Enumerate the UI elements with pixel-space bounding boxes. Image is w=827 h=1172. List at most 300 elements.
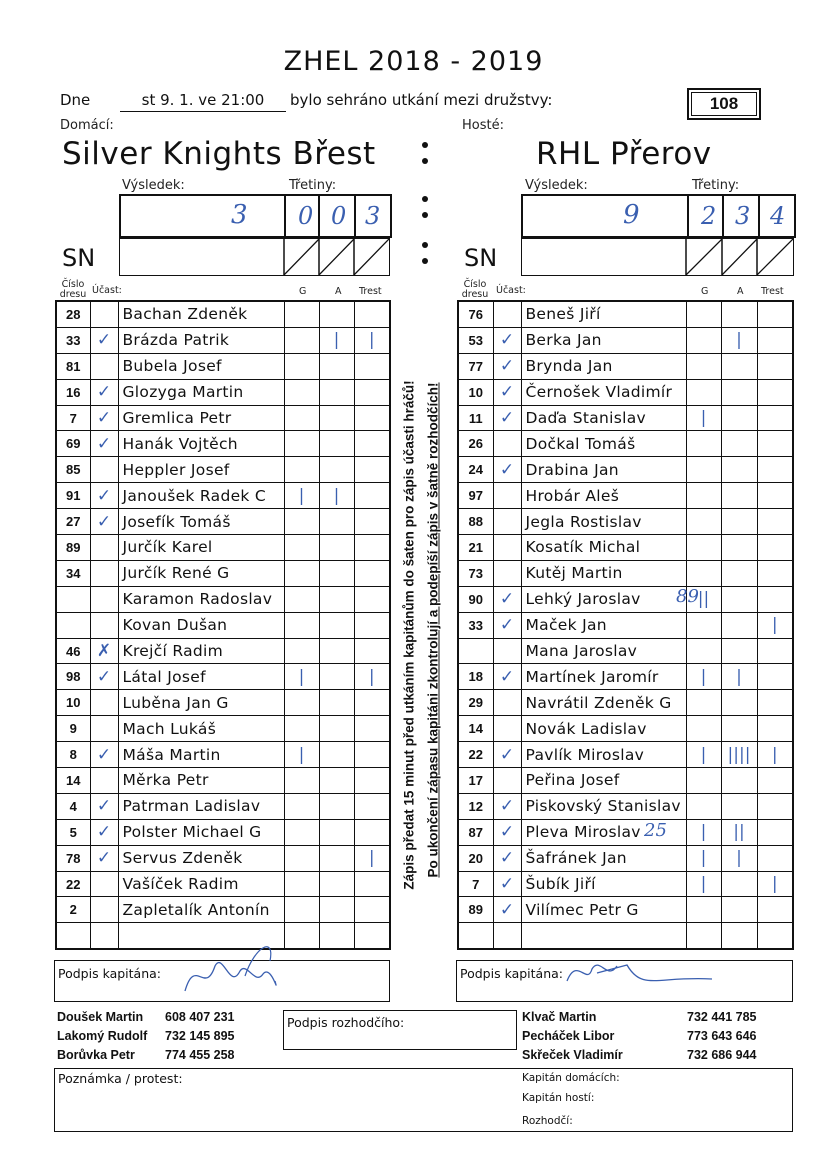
player-name[interactable]: Maček Jan: [521, 612, 686, 638]
player-assists[interactable]: [319, 845, 354, 871]
player-name[interactable]: Máša Martin: [118, 742, 284, 768]
player-assists[interactable]: [721, 768, 757, 794]
away-captain-signature-box[interactable]: [456, 960, 793, 1002]
player-presence[interactable]: ✓: [90, 664, 118, 690]
player-number[interactable]: 53: [458, 327, 493, 353]
player-number[interactable]: 33: [56, 327, 90, 353]
player-goals[interactable]: [284, 612, 319, 638]
player-assists[interactable]: [319, 768, 354, 794]
player-assists[interactable]: [319, 301, 354, 327]
player-name[interactable]: Josefík Tomáš: [118, 509, 284, 535]
player-number[interactable]: 34: [56, 560, 90, 586]
player-penalty[interactable]: [354, 509, 390, 535]
player-presence[interactable]: [493, 638, 521, 664]
player-penalty[interactable]: |: [354, 664, 390, 690]
player-goals[interactable]: |: [686, 871, 721, 897]
player-goals[interactable]: [686, 301, 721, 327]
player-assists[interactable]: |: [721, 664, 757, 690]
player-goals[interactable]: [686, 612, 721, 638]
player-name[interactable]: Brázda Patrik: [118, 327, 284, 353]
player-penalty[interactable]: [757, 664, 793, 690]
player-assists[interactable]: [721, 301, 757, 327]
player-number[interactable]: 24: [458, 457, 493, 483]
player-goals[interactable]: |: [284, 483, 319, 509]
player-penalty[interactable]: [757, 793, 793, 819]
player-presence[interactable]: [493, 560, 521, 586]
player-number[interactable]: 29: [458, 690, 493, 716]
player-number[interactable]: 10: [56, 690, 90, 716]
player-assists[interactable]: [319, 405, 354, 431]
player-goals[interactable]: |: [284, 664, 319, 690]
player-penalty[interactable]: [354, 379, 390, 405]
player-name[interactable]: Servus Zdeněk: [118, 845, 284, 871]
player-number[interactable]: 9: [56, 716, 90, 742]
player-number[interactable]: 4: [56, 793, 90, 819]
player-presence[interactable]: [493, 483, 521, 509]
player-presence[interactable]: ✓: [493, 379, 521, 405]
player-penalty[interactable]: [354, 742, 390, 768]
player-goals[interactable]: [284, 560, 319, 586]
player-goals[interactable]: [284, 535, 319, 561]
player-goals[interactable]: [686, 923, 721, 949]
player-penalty[interactable]: [757, 560, 793, 586]
player-presence[interactable]: [493, 923, 521, 949]
player-goals[interactable]: [284, 509, 319, 535]
player-goals[interactable]: |: [284, 742, 319, 768]
player-number[interactable]: 12: [458, 793, 493, 819]
player-assists[interactable]: [721, 871, 757, 897]
player-name[interactable]: Polster Michael G: [118, 819, 284, 845]
player-number[interactable]: 21: [458, 535, 493, 561]
player-presence[interactable]: [90, 716, 118, 742]
player-presence[interactable]: [90, 560, 118, 586]
player-presence[interactable]: [90, 457, 118, 483]
player-name[interactable]: Kutěj Martin: [521, 560, 686, 586]
player-presence[interactable]: [493, 768, 521, 794]
player-name[interactable]: Kovan Dušan: [118, 612, 284, 638]
player-goals[interactable]: |: [686, 664, 721, 690]
player-number[interactable]: 16: [56, 379, 90, 405]
player-presence[interactable]: ✓: [493, 845, 521, 871]
player-name[interactable]: Hrobár Aleš: [521, 483, 686, 509]
player-presence[interactable]: ✓: [493, 793, 521, 819]
player-presence[interactable]: ✓: [493, 871, 521, 897]
player-goals[interactable]: |: [686, 845, 721, 871]
player-number[interactable]: 20: [458, 845, 493, 871]
player-assists[interactable]: [319, 742, 354, 768]
player-number[interactable]: 69: [56, 431, 90, 457]
player-penalty[interactable]: [757, 768, 793, 794]
player-presence[interactable]: [493, 509, 521, 535]
player-penalty[interactable]: |: [757, 612, 793, 638]
player-goals[interactable]: [284, 405, 319, 431]
player-presence[interactable]: [493, 535, 521, 561]
player-name[interactable]: Jurčík Karel: [118, 535, 284, 561]
player-assists[interactable]: |: [721, 845, 757, 871]
player-penalty[interactable]: [757, 819, 793, 845]
player-number[interactable]: 22: [458, 742, 493, 768]
player-penalty[interactable]: [757, 379, 793, 405]
player-name[interactable]: Zapletalík Antonín: [118, 897, 284, 923]
player-penalty[interactable]: [757, 301, 793, 327]
player-presence[interactable]: [90, 923, 118, 949]
player-goals[interactable]: [686, 690, 721, 716]
player-presence[interactable]: ✓: [90, 327, 118, 353]
player-number[interactable]: [458, 638, 493, 664]
player-penalty[interactable]: [354, 638, 390, 664]
player-assists[interactable]: [721, 509, 757, 535]
player-assists[interactable]: |: [721, 327, 757, 353]
player-penalty[interactable]: [354, 457, 390, 483]
player-penalty[interactable]: [757, 327, 793, 353]
player-number[interactable]: 76: [458, 301, 493, 327]
player-penalty[interactable]: [354, 793, 390, 819]
player-name[interactable]: Lehký Jaroslav: [521, 586, 686, 612]
player-presence[interactable]: ✗: [90, 638, 118, 664]
player-goals[interactable]: [284, 638, 319, 664]
player-number[interactable]: 27: [56, 509, 90, 535]
player-presence[interactable]: ✓: [90, 431, 118, 457]
player-number[interactable]: 22: [56, 871, 90, 897]
player-assists[interactable]: [721, 586, 757, 612]
player-assists[interactable]: [319, 535, 354, 561]
player-assists[interactable]: ||||: [721, 742, 757, 768]
player-name[interactable]: Martínek Jaromír: [521, 664, 686, 690]
player-assists[interactable]: [319, 612, 354, 638]
player-penalty[interactable]: [354, 716, 390, 742]
player-name[interactable]: Dočkal Tomáš: [521, 431, 686, 457]
player-name[interactable]: [521, 923, 686, 949]
player-name[interactable]: Bubela Josef: [118, 353, 284, 379]
player-presence[interactable]: ✓: [90, 379, 118, 405]
player-name[interactable]: Šafránek Jan: [521, 845, 686, 871]
player-goals[interactable]: [686, 560, 721, 586]
player-assists[interactable]: [721, 612, 757, 638]
player-number[interactable]: 33: [458, 612, 493, 638]
player-presence[interactable]: ✓: [493, 612, 521, 638]
player-goals[interactable]: [686, 638, 721, 664]
player-assists[interactable]: [721, 793, 757, 819]
player-goals[interactable]: [686, 509, 721, 535]
player-name[interactable]: Jegla Rostislav: [521, 509, 686, 535]
player-name[interactable]: Černošek Vladimír: [521, 379, 686, 405]
player-penalty[interactable]: [757, 405, 793, 431]
player-name[interactable]: Navrátil Zdeněk G: [521, 690, 686, 716]
player-assists[interactable]: |: [319, 327, 354, 353]
player-number[interactable]: 17: [458, 768, 493, 794]
player-penalty[interactable]: [757, 431, 793, 457]
player-goals[interactable]: [284, 897, 319, 923]
player-goals[interactable]: |: [686, 742, 721, 768]
player-number[interactable]: 73: [458, 560, 493, 586]
player-name[interactable]: Látal Josef: [118, 664, 284, 690]
player-name[interactable]: Peřina Josef: [521, 768, 686, 794]
player-penalty[interactable]: [354, 586, 390, 612]
player-name[interactable]: Kosatík Michal: [521, 535, 686, 561]
player-assists[interactable]: [721, 457, 757, 483]
referee-signature-box[interactable]: [283, 1010, 517, 1050]
player-number[interactable]: 89: [458, 897, 493, 923]
player-penalty[interactable]: [757, 353, 793, 379]
player-number[interactable]: 85: [56, 457, 90, 483]
player-presence[interactable]: [90, 871, 118, 897]
player-presence[interactable]: ✓: [493, 327, 521, 353]
player-penalty[interactable]: [757, 638, 793, 664]
note-protest-box[interactable]: [54, 1068, 793, 1132]
player-assists[interactable]: [319, 793, 354, 819]
player-presence[interactable]: ✓: [90, 742, 118, 768]
player-name[interactable]: Bachan Zdeněk: [118, 301, 284, 327]
player-presence[interactable]: ✓: [493, 819, 521, 845]
player-penalty[interactable]: [354, 301, 390, 327]
player-assists[interactable]: [721, 405, 757, 431]
player-number[interactable]: 98: [56, 664, 90, 690]
player-penalty[interactable]: [757, 923, 793, 949]
player-penalty[interactable]: [354, 405, 390, 431]
player-goals[interactable]: [686, 793, 721, 819]
player-presence[interactable]: [90, 612, 118, 638]
player-name[interactable]: Krejčí Radim: [118, 638, 284, 664]
player-penalty[interactable]: [757, 509, 793, 535]
player-name[interactable]: Pleva Miroslav: [521, 819, 686, 845]
player-assists[interactable]: [319, 586, 354, 612]
player-number[interactable]: 81: [56, 353, 90, 379]
player-number[interactable]: 28: [56, 301, 90, 327]
player-name[interactable]: Šubík Jiří: [521, 871, 686, 897]
player-goals[interactable]: [686, 897, 721, 923]
player-goals[interactable]: [686, 353, 721, 379]
player-penalty[interactable]: [757, 716, 793, 742]
player-presence[interactable]: ✓: [493, 405, 521, 431]
player-goals[interactable]: [686, 535, 721, 561]
player-goals[interactable]: [284, 431, 319, 457]
player-goals[interactable]: [284, 457, 319, 483]
player-number[interactable]: 10: [458, 379, 493, 405]
player-goals[interactable]: [284, 690, 319, 716]
player-penalty[interactable]: [354, 768, 390, 794]
player-penalty[interactable]: [354, 560, 390, 586]
player-penalty[interactable]: [354, 612, 390, 638]
player-goals[interactable]: [686, 431, 721, 457]
player-assists[interactable]: [319, 638, 354, 664]
player-presence[interactable]: ✓: [493, 897, 521, 923]
player-assists[interactable]: [319, 819, 354, 845]
player-assists[interactable]: [319, 509, 354, 535]
player-goals[interactable]: [284, 793, 319, 819]
player-goals[interactable]: |: [686, 819, 721, 845]
player-presence[interactable]: [90, 690, 118, 716]
player-penalty[interactable]: [354, 690, 390, 716]
player-penalty[interactable]: [757, 690, 793, 716]
home-captain-signature-box[interactable]: [54, 960, 390, 1002]
player-name[interactable]: Mana Jaroslav: [521, 638, 686, 664]
player-presence[interactable]: [493, 301, 521, 327]
player-number[interactable]: [458, 923, 493, 949]
player-assists[interactable]: [721, 379, 757, 405]
player-assists[interactable]: [721, 638, 757, 664]
player-presence[interactable]: ✓: [90, 405, 118, 431]
player-number[interactable]: [56, 923, 90, 949]
player-assists[interactable]: [319, 664, 354, 690]
player-goals[interactable]: [686, 768, 721, 794]
player-penalty[interactable]: [354, 819, 390, 845]
player-name[interactable]: Berka Jan: [521, 327, 686, 353]
player-presence[interactable]: [90, 301, 118, 327]
player-presence[interactable]: ✓: [493, 742, 521, 768]
player-penalty[interactable]: |: [354, 327, 390, 353]
player-name[interactable]: Glozyga Martin: [118, 379, 284, 405]
player-penalty[interactable]: [354, 431, 390, 457]
player-presence[interactable]: ✓: [90, 819, 118, 845]
player-name[interactable]: Luběna Jan G: [118, 690, 284, 716]
player-name[interactable]: Brynda Jan: [521, 353, 686, 379]
player-number[interactable]: [56, 586, 90, 612]
player-name[interactable]: Gremlica Petr: [118, 405, 284, 431]
player-assists[interactable]: [319, 560, 354, 586]
player-assists[interactable]: [721, 897, 757, 923]
player-number[interactable]: 87: [458, 819, 493, 845]
player-presence[interactable]: [493, 716, 521, 742]
player-goals[interactable]: [284, 353, 319, 379]
player-number[interactable]: 7: [56, 405, 90, 431]
player-presence[interactable]: ✓: [90, 483, 118, 509]
player-assists[interactable]: [319, 353, 354, 379]
player-assists[interactable]: [721, 353, 757, 379]
player-number[interactable]: 18: [458, 664, 493, 690]
player-name[interactable]: Janoušek Radek C: [118, 483, 284, 509]
player-name[interactable]: Vašíček Radim: [118, 871, 284, 897]
player-name[interactable]: Měrka Petr: [118, 768, 284, 794]
player-number[interactable]: 77: [458, 353, 493, 379]
player-presence[interactable]: [493, 431, 521, 457]
player-name[interactable]: Hanák Vojtěch: [118, 431, 284, 457]
player-presence[interactable]: [90, 897, 118, 923]
player-assists[interactable]: [319, 379, 354, 405]
player-presence[interactable]: [90, 586, 118, 612]
player-penalty[interactable]: |: [354, 845, 390, 871]
player-name[interactable]: Novák Ladislav: [521, 716, 686, 742]
player-presence[interactable]: [90, 353, 118, 379]
player-number[interactable]: 26: [458, 431, 493, 457]
player-penalty[interactable]: [757, 897, 793, 923]
player-number[interactable]: [56, 612, 90, 638]
player-number[interactable]: 78: [56, 845, 90, 871]
player-goals[interactable]: [686, 457, 721, 483]
player-penalty[interactable]: |: [757, 742, 793, 768]
player-assists[interactable]: [319, 897, 354, 923]
player-number[interactable]: 89: [56, 535, 90, 561]
player-assists[interactable]: ||: [721, 819, 757, 845]
player-penalty[interactable]: [757, 845, 793, 871]
player-name[interactable]: Karamon Radoslav: [118, 586, 284, 612]
player-presence[interactable]: [90, 535, 118, 561]
player-goals[interactable]: [284, 379, 319, 405]
player-presence[interactable]: ✓: [90, 845, 118, 871]
player-goals[interactable]: ||: [686, 586, 721, 612]
player-goals[interactable]: [284, 716, 319, 742]
player-number[interactable]: 90: [458, 586, 493, 612]
player-goals[interactable]: [686, 483, 721, 509]
player-presence[interactable]: ✓: [493, 353, 521, 379]
player-assists[interactable]: [721, 716, 757, 742]
player-goals[interactable]: [284, 586, 319, 612]
player-name[interactable]: Heppler Josef: [118, 457, 284, 483]
player-number[interactable]: 14: [56, 768, 90, 794]
player-number[interactable]: 5: [56, 819, 90, 845]
player-goals[interactable]: [284, 768, 319, 794]
player-goals[interactable]: [686, 716, 721, 742]
player-penalty[interactable]: [354, 871, 390, 897]
player-goals[interactable]: [284, 327, 319, 353]
player-number[interactable]: 11: [458, 405, 493, 431]
player-name[interactable]: Piskovský Stanislav: [521, 793, 686, 819]
player-assists[interactable]: [721, 483, 757, 509]
player-penalty[interactable]: [354, 483, 390, 509]
player-assists[interactable]: [721, 923, 757, 949]
player-name[interactable]: Pavlík Miroslav: [521, 742, 686, 768]
player-penalty[interactable]: [354, 535, 390, 561]
player-number[interactable]: 88: [458, 509, 493, 535]
player-goals[interactable]: [284, 301, 319, 327]
player-assists[interactable]: [721, 560, 757, 586]
player-goals[interactable]: [284, 819, 319, 845]
player-penalty[interactable]: [354, 353, 390, 379]
player-penalty[interactable]: [354, 923, 390, 949]
player-assists[interactable]: [319, 431, 354, 457]
player-name[interactable]: Jurčík René G: [118, 560, 284, 586]
player-assists[interactable]: [721, 690, 757, 716]
player-presence[interactable]: ✓: [493, 457, 521, 483]
player-assists[interactable]: |: [319, 483, 354, 509]
player-assists[interactable]: [319, 871, 354, 897]
player-number[interactable]: 8: [56, 742, 90, 768]
player-penalty[interactable]: |: [757, 871, 793, 897]
player-goals[interactable]: |: [686, 405, 721, 431]
player-number[interactable]: 2: [56, 897, 90, 923]
player-penalty[interactable]: [757, 586, 793, 612]
player-goals[interactable]: [686, 379, 721, 405]
player-presence[interactable]: ✓: [90, 793, 118, 819]
player-number[interactable]: 97: [458, 483, 493, 509]
player-presence[interactable]: [90, 768, 118, 794]
player-penalty[interactable]: [757, 457, 793, 483]
player-number[interactable]: 14: [458, 716, 493, 742]
player-assists[interactable]: [319, 690, 354, 716]
player-name[interactable]: Mach Lukáš: [118, 716, 284, 742]
player-assists[interactable]: [721, 535, 757, 561]
player-presence[interactable]: [493, 690, 521, 716]
player-presence[interactable]: ✓: [493, 664, 521, 690]
player-presence[interactable]: ✓: [493, 586, 521, 612]
player-goals[interactable]: [284, 845, 319, 871]
player-name[interactable]: Daďa Stanislav: [521, 405, 686, 431]
player-penalty[interactable]: [757, 483, 793, 509]
player-number[interactable]: 46: [56, 638, 90, 664]
player-number[interactable]: 91: [56, 483, 90, 509]
player-goals[interactable]: [284, 871, 319, 897]
player-assists[interactable]: [319, 716, 354, 742]
player-penalty[interactable]: [354, 897, 390, 923]
player-number[interactable]: 7: [458, 871, 493, 897]
player-penalty[interactable]: [757, 535, 793, 561]
player-goals[interactable]: [686, 327, 721, 353]
player-assists[interactable]: [319, 457, 354, 483]
player-name[interactable]: Patrman Ladislav: [118, 793, 284, 819]
player-name[interactable]: Drabina Jan: [521, 457, 686, 483]
player-name[interactable]: Vilímec Petr G: [521, 897, 686, 923]
player-name[interactable]: Beneš Jiří: [521, 301, 686, 327]
player-assists[interactable]: [721, 431, 757, 457]
